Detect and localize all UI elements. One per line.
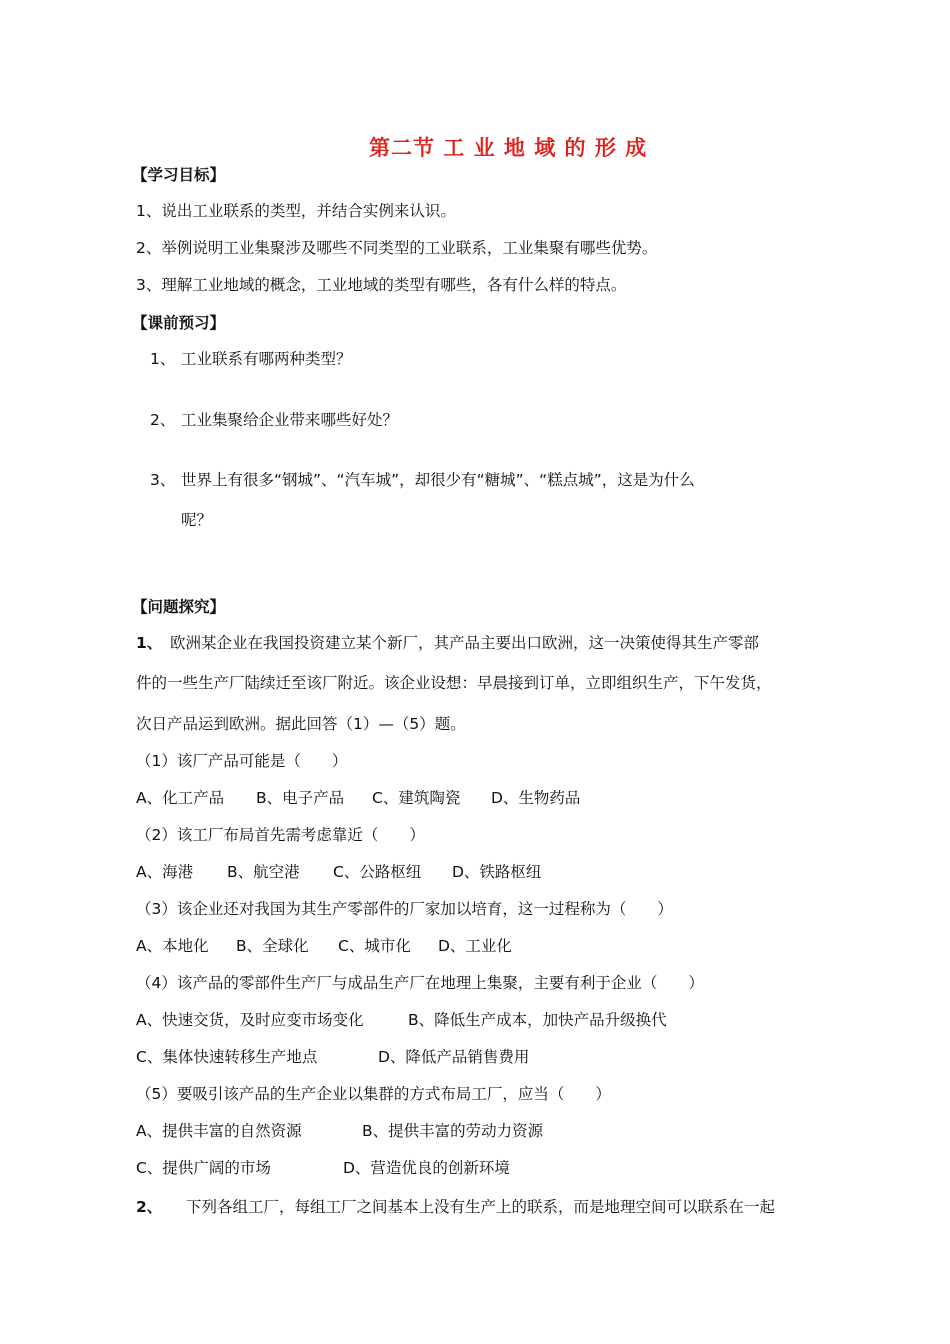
option: B、提供丰富的劳动力资源 [362,1122,544,1140]
option: B、降低生产成本，加快产品升级换代 [408,1011,667,1029]
question-number: 2、 [136,1198,163,1216]
objective-item: 1、说出工业联系的类型，并结合实例来认识。 [136,202,456,220]
sub-question-stem: （4）该产品的零部件生产厂与成品生产厂在地理上集聚，主要有利于企业（ ） [136,974,704,992]
option: A、海港 [136,863,194,881]
question-text: 件的一些生产厂陆续迁至该厂附近。该企业设想：早晨接到订单，立即组织生产，下午发货， [136,674,772,692]
option: A、快速交货，及时应变市场变化 [136,1011,364,1029]
preview-item-num: 2、 [150,411,176,429]
preview-item-text: 工业联系有哪两种类型？ [181,350,352,368]
option: B、电子产品 [256,789,345,807]
objective-item: 3、理解工业地域的概念，工业地域的类型有哪些，各有什么样的特点。 [136,276,627,294]
objective-item: 2、举例说明工业集聚涉及哪些不同类型的工业联系，工业集聚有哪些优势。 [136,239,658,257]
preview-item-continuation: 呢？ [181,511,213,529]
option: D、生物药品 [491,789,581,807]
sub-question-stem: （3）该企业还对我国为其生产零部件的厂家加以培育，这一过程称为（ ） [136,900,673,918]
option: D、工业化 [438,937,512,955]
option: D、营造优良的创新环境 [343,1159,510,1177]
question-text: 下列各组工厂，每组工厂之间基本上没有生产上的联系，而是地理空间可以联系在一起 [186,1198,776,1216]
option: D、铁路枢纽 [452,863,542,881]
option: C、提供广阔的市场 [136,1159,271,1177]
option: D、降低产品销售费用 [378,1048,530,1066]
objectives-heading: 【学习目标】 [132,166,226,184]
option: A、化工产品 [136,789,225,807]
option: A、本地化 [136,937,209,955]
page-title: 第二节 工 业 地 域 的 形 成 [369,136,648,160]
option: B、全球化 [236,937,309,955]
question-number: 1、 [136,634,163,652]
explore-heading: 【问题探究】 [132,598,226,616]
preview-heading: 【课前预习】 [132,314,226,332]
option: C、集体快速转移生产地点 [136,1048,318,1066]
preview-item-num: 1、 [150,350,176,368]
preview-item-text: 世界上有很多“钢城”、“汽车城”，却很少有“糖城”、“糕点城”，这是为什么 [181,471,695,489]
option: C、城市化 [338,937,411,955]
option: C、公路枢纽 [333,863,422,881]
sub-question-stem: （5）要吸引该产品的生产企业以集群的方式布局工厂，应当（ ） [136,1085,611,1103]
preview-item-text: 工业集聚给企业带来哪些好处？ [181,411,399,429]
option: A、提供丰富的自然资源 [136,1122,302,1140]
option: C、建筑陶瓷 [372,789,461,807]
preview-item-num: 3、 [150,471,176,489]
sub-question-stem: （1）该厂产品可能是（ ） [136,752,348,770]
sub-question-stem: （2）该工厂布局首先需考虑靠近（ ） [136,826,425,844]
option: B、航空港 [227,863,300,881]
question-text: 欧洲某企业在我国投资建立某个新厂，其产品主要出口欧洲，这一决策使得其生产零部 [170,634,760,652]
question-text: 次日产品运到欧洲。据此回答（1）—（5）题。 [136,715,466,733]
